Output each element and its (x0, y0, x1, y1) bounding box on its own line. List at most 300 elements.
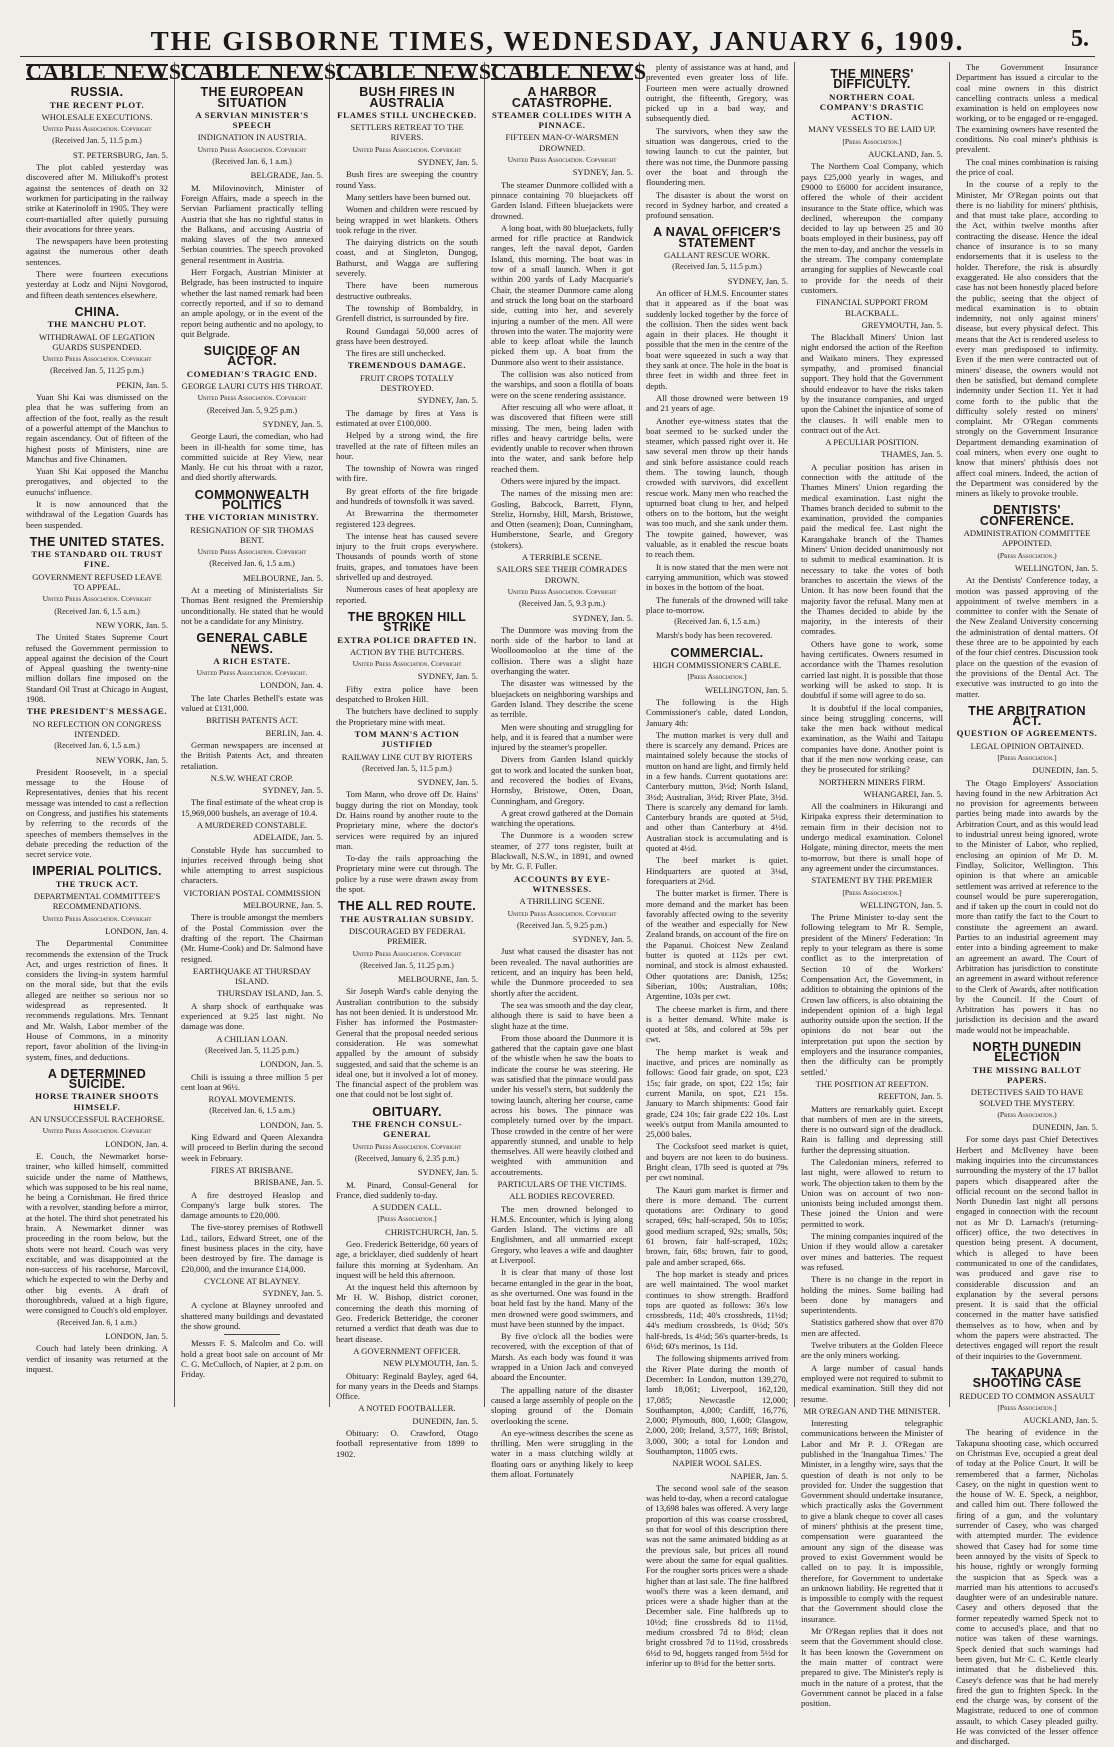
article-paragraph: The Prime Minister to-day sent the following telegram to Mr R. Semple, president of the Miners' Federation: 'In reply to your telegram as there is some conflict as to the interpretation of Section 10 of the Workers' Compensation Act, the Government, in addition to obtaining the opinions of the Crown law officers, is also obtaining the independent opinion of a high legal authority outside upon the section. If the opinions do not bear out the interpretation put upon the section by employers and the insurance companies, then the difficulty can be promptly settled.' (801, 912, 943, 1077)
article-paragraph: Obituary: Reginald Bayley, aged 64, for many years in the Deeds and Stamps Office. (336, 1370, 478, 1402)
article-paragraph: Sir Joseph Ward's cable denying the Australian contribution to the subsidy has not been denied. It is understood Mr. Fisher has informed the Postmaster-General that the proposal needed serious consideration. He was somewhat appalled by the amount of subsidy suggested, and said that the scheme is an ideal one, but it involved a lot of money. The financial aspect of the problem was one that could not be lost sight of. (336, 986, 478, 1100)
article-paragraph: An officer of H.M.S. Encounter states that it appeared as if the boat was suddenly locked together by the force of the collision. Then the sides went back again in their places. He thought it possible that the men in the centre of the boat were squeezed in such a way that they sank at once. The hole in the boat is three feet in width and three feet in depth. (646, 287, 788, 391)
article-paragraph: There is trouble amongst the members of the Postal Commission over the drafting of the report. The Chairman (Mr. Hume-Cook) and Dr. Salmond have resigned. (181, 912, 323, 964)
received-time: (Received Jan. 6, 1.5 a.m.) (674, 617, 760, 627)
article-paragraph: A peculiar position has arisen in connection with the attitude of the Thames Miners' Union regarding the medical examination. Last night the Thames branch decided to submit to the examination, provided the companies paid the medical fee. Last night the Karangahake branch of the Thames Miners' Union decided unanimously not to submit to medical examination. It is necessary to take the votes of both branches to ascertain the views of the Union. It has now been found that the majority favor the refusal. Many men at the Thames decided to abide by the majority, in the interests of their comrades. (801, 461, 943, 637)
received-time: (Received Jan. 6, 1 a.m.) (212, 157, 292, 167)
dateline: LONDON, Jan. 4. (105, 1138, 168, 1149)
article-deck: ALL BODIES RECOVERED. (509, 1191, 615, 1202)
article-deck: EARTHQUAKE AT THURSDAY ISLAND. (192, 965, 312, 987)
article-deck: NO REFLECTION ON CONGRESS INTENDED. (32, 718, 162, 739)
article-paragraph: Men were shouting and struggling for help, and it is feared that a number were injured by the steamer's propeller. (491, 721, 633, 753)
article-paragraph: The intense heat has caused severe injury to the fruit crops everywhere. Thousands of pounds worth of stone fruits, grapes, and tomatoes have been shrivelled up and destroyed. (336, 530, 478, 583)
dateline: DUNEDIN, Jan. 5. (1032, 1122, 1098, 1133)
article-deck: FIRES AT BRISBANE. (210, 1164, 294, 1175)
article-paragraph: Tom Mann, who drove off Dr. Hains' buggy during the riot on Monday, took Dr. Hains round by another route to the Proprietary mine, where the doctor's services were required by an injured man. (336, 789, 478, 851)
article-subheadline: STEAMER COLLIDES WITH A PINNACE. (491, 109, 632, 131)
dateline: SYDNEY, Jan. 5. (417, 777, 478, 788)
article-paragraph: Helped by a strong wind, the fire travelled at the rate of fifteen miles an hour. (336, 430, 478, 461)
article-deck: GALLANT RESCUE WORK. (664, 250, 770, 261)
wire-credit: United Press Association. Copyright (42, 913, 152, 923)
article-headline: CHINA. (74, 304, 120, 319)
article-paragraph: E. Couch, the Newmarket horse-trainer, who killed himself, committed suicide under the name of Matthews, which was supposed to be his real name, he being a Cornishman. He fired thrice with a revolver, standing before a mirror, at the hotel. The third shot penetrated his brain. A Newmarket dinner was proceeding in the room below, but the shots were not heard. Couch was very excitable, and was disappointed at the non-success of his racehorse, Marcovil, which he expected to win the Derby and other big events. A draft of thoroughbreds, valued at a high figure, were consigned to Couch's old employer. (26, 1150, 168, 1316)
received-time: (Received Jan. 6, 1.5 a.m.) (54, 741, 140, 751)
article-deck: RAILWAY LINE CUT BY RIOTERS (341, 751, 473, 762)
wire-credit: United Press Association. Copyright (352, 659, 462, 669)
article-paragraph: The plot cabled yesterday was discovered after M. Miliukoff's protest against the sentences of death on 32 workmen for participating in the railway strike at Katerinoloff in 1905. They were court-martialled after quietly pursuing their avocations for three years. (26, 162, 168, 234)
article-subheadline: EXTRA POLICE DRAFTED IN. (337, 634, 477, 645)
article-subheadline: A SERVIAN MINISTER'S SPEECH (195, 109, 309, 131)
dateline: SYDNEY, Jan. 5. (262, 785, 323, 796)
wire-credit: United Press Association. Copyright (352, 1141, 462, 1151)
article-deck: HIGH COMMISSIONER'S CABLE. (652, 660, 782, 671)
dateline: BERLIN, Jan. 4. (265, 727, 323, 738)
article-headline: GENERAL CABLE NEWS. (196, 631, 308, 656)
article-deck: THE POSITION AT REEFTON. (815, 1078, 929, 1089)
article-paragraph: The Dunmore is a wooden screw steamer, of 277 tons register, built at Blackwall, N.S.W., in 1891, and owned by Mr. G. F. Fuller. (491, 830, 633, 872)
article-paragraph: The following shipments arrived from the River Plate during the month of December: In London, mutton 139,270, lamb 18,061; Liverpool, 162,120, 17,085; Newcastle 12,000; Southampton, 4,000; Cardiff, 16,776, 2,000; Plymouth, 800, 1,600; Glasgow, 2,000, 200; Ireland, 3,577, 169; Bristol, 3,000, 300; a total for London and Southampton, 11805 cwts. (646, 1353, 788, 1456)
article-paragraph: There have been numerous destructive outbreaks. (336, 280, 478, 301)
article-paragraph: Women and children were rescued by being wrapped in wet blankets. Others took refuge in the river. (336, 204, 478, 235)
article-paragraph: Interesting telegraphic communications between the Minister of Labor and Mr P. J. O'Regan are published in the 'Inangahua Times.' The Minister, in a lengthy wire, says that the question of death is not only to be provided for. Under the suggestion that Government should undertake insurance, which practically asks the Government to give a blank cheque to cover all cases of miners' phthisis at the present time, compensation were guaranteed the amount any sign of the disease was proved to exist Government would be called on to pay. It is impossible, therefore, for Government to undertake an unknown liability. He regretted that it is impossible to comply with the request that the Government should close the insurance. (801, 1418, 943, 1624)
news-columns (20, 59, 1104, 1747)
column-1 (20, 59, 183, 1407)
dateline: AUCKLAND, Jan. 5. (1023, 1415, 1098, 1426)
dateline: ADELAIDE, Jan. 5. (253, 832, 323, 843)
article-paragraph: Obituary: O. Crawford, Otago football representative from 1899 to 1902. (336, 1428, 478, 1459)
article-paragraph: Twelve tributers at the Golden Fleece are the only miners working. (801, 1340, 943, 1361)
article-paragraph: The Caledonian miners, referred to last night, were allowed to return to work. The objection taken to them by the Union was on account of two non-unionists being included amongst them. These joined the Union and were permitted to work. (801, 1156, 943, 1229)
section-banner: CABLE NEWS (26, 59, 183, 84)
wire-credit: United Press Association. Copyright (197, 547, 307, 557)
article-paragraph: Others have gone to work, some having certificates. Owners resumed in accordance with the Thames resolution carried last night. It is possible that those working will be asked to stop. It is doubtful if some will agree to do so. (801, 638, 943, 701)
newspaper-title: THE GISBORNE TIMES, WEDNESDAY, JANUARY 6, 1909. (150, 26, 965, 56)
dateline: NAPIER, Jan. 5. (730, 1470, 788, 1481)
dateline: WELLINGTON, Jan. 5. (1014, 562, 1098, 573)
article-paragraph: At a meeting of Ministerialists Sir Thomas Bent resigned the Premiership unconditionally. He stated that he would not be a candidate for any Ministry. (181, 585, 323, 626)
article-deck: A PECULIAR POSITION. (825, 437, 919, 448)
article-deck: AN UNSUCCESSFUL RACEHORSE. (29, 1114, 165, 1125)
article-deck: CYCLONE AT BLAYNEY. (203, 1275, 301, 1286)
divider (224, 1334, 281, 1335)
article-headline: COMMERCIAL. (670, 645, 764, 660)
article-deck: GEORGE LAURI CUTS HIS THROAT. (181, 381, 323, 392)
article-subheadline: NORTHERN COAL COMPANY'S DRASTIC ACTION. (819, 91, 925, 123)
article-paragraph: Just what caused the disaster has not been revealed. The naval authorities are reticent, and an inquiry has been held, while the Dunmore proceeded to sea shortly after the accident. (491, 946, 633, 998)
received-time: (Received Jan. 5, 11.5 p.m.) (362, 763, 452, 773)
received-time: (Received Jan. 5, 11.5 p.m.) (52, 136, 142, 146)
article-paragraph: President Roosevelt, in a special message to the House of Representatives, denies that his recent message was intended to cast a reflection on Congress, and justifies his statements by referring to the records of the speeches of members themselves in the debate preceding the reduction of the secret service vote. (26, 766, 168, 860)
wire-credit: [Press Association.] (377, 1214, 437, 1224)
dateline: MELBOURNE, Jan. 5. (398, 974, 478, 985)
article-paragraph: The beef market is quiet. Hindquarters are quoted at 3⅛d, forequarters at 2½d. (646, 855, 788, 886)
article-paragraph: The coal mines combination is raising the price of coal. (956, 156, 1098, 177)
dateline: WHANGAREI, Jan. 5. (863, 788, 943, 799)
article-paragraph: The second wool sale of the season was held to-day, when a record catalogue of 13,698 bales was offered. A very large proportion of this was coarse crossbred, so that for wool of this description there was not the same animated bidding as at the previous sale, but prices all round were about the same for equal qualities. For the rougher sorts prices were a shade higher than at last sale. The fine halfbred wool's there was a keen demand, and prices were a shade higher than at the December sale. Fine halfbreds up to 10½d; fine crossbreds 8d to 11½d, medium crossbred 7d to 8½d; clean bright crossbred 7d to 11½d, crossbreds 6½d to 9d, hoggets ranged from 5½d for inferior up to 8½d for the better sorts. (646, 1482, 788, 1668)
column-2 (175, 59, 338, 1407)
article-paragraph: All those drowned were between 19 and 21 years of age. (646, 392, 788, 414)
dateline: LONDON, Jan. 4. (105, 925, 168, 936)
wire-credit: United Press Association. Copyright (507, 908, 617, 918)
article-deck: A THRILLING SCENE. (519, 896, 605, 907)
dateline: SYDNEY, Jan. 5. (417, 671, 478, 682)
article-paragraph: Another eye-witness states that the boat seemed to be sucked under the steamer, which passed right over it. He saw several men throw up their hands and sink before assistance could reach them. The towing launch, though crowded with survivors, did excellent rescue work. Many men who reached the upturned boat clung to her, and helped others on to the bottom, but the weight was too much, and she sank under them. The towpite gained, however, was valuable, as it enabled the rescue boats to reach them. (646, 415, 788, 560)
article-paragraph: The following is the High Commissioner's cable, dated London, January 4th: (646, 696, 788, 728)
article-paragraph: In the course of a reply to the Minister, Mr O'Regan points out that there is no liability for miners' phthisis, and that must take place, according to the Act, within twelve months after contracting the disease. Hence the ideal chance of insurance is to so many endorsements that it is useless to the holder. Therefore, the risk is absurdly exaggerated. He also considers that the case has not been honestly placed before the public, seeing that the object of medical examination is to obtain indemnity, not only against miners' disease, but every physical defect. This means that the Act is rendered useless to every man predisposed to infirmity. Even if the men were contracted out of miners' disease, the owners would not then be satisfied, but demand complete indemnity under Section 11. Yet it had come forth to the public that the difficulty solely rested on miners' complaint. Mr O'Regan comments strongly on the Government Insurance Department demanding examination of coal miners, when every one ought to know that miners' phthisis does not affect coal miners. Indeed, the action of the Department was considered by the miners as likely to provoke trouble. (956, 179, 1098, 499)
article-paragraph: The butter market is firmer. There is more demand and the market has been favorably affected owing to the severity of the weather and especially for New Zealand brands, on account of the fire on the Papanui. Choicest New Zealand butter is quoted at 112s per cwt. nominal, and stock is almost exhausted. Other quotations are: Danish, 125s; Siberian, 100s; Australian, 108s; Argentine, 103s per cwt. (646, 888, 788, 1002)
article-paragraph: Divers from Garden Island quickly got to work and located the sunken boat, and recovered the bodies of Evans, Hornsby, Bristowe, Otten, Doan, Cunningham, and Gregory. (491, 754, 633, 806)
article-paragraph: George Lauri, the comedian, who had been in ill-health for some time, has committed suicide at Rey View, near Manly. He cut his throat with a razor, and died shortly afterwards. (181, 431, 323, 483)
dateline: SYDNEY, Jan. 5. (572, 934, 633, 945)
article-headline: NORTH DUNEDIN ELECTION (972, 1040, 1082, 1065)
article-deck: FIFTEEN MAN-O'-WARSMEN DROWNED. (505, 132, 619, 153)
article-paragraph: The Blackball Miners' Union last night endorsed the action of the Reefton and Waikato miners. They expressed sympathy, and promised financial support. They hold that the Government should endeavor to have the risks taken by the insurance companies, and urged upon the Cabinet the injustice of some of the clauses. It will enable men to contract out of the Act. (801, 332, 943, 435)
article-paragraph: The disaster was witnessed by the bluejackets on neighboring warships and Garden Island. They describe the scene as terrible. (491, 678, 633, 720)
wire-credit: (Press Association.) (997, 1109, 1057, 1119)
article-deck: GOVERNMENT REFUSED LEAVE TO APPEAL. (32, 571, 162, 593)
article-paragraph: At Brewarrina the thermometer registered 123 degrees. (336, 508, 478, 529)
masthead (20, 26, 1095, 57)
received-time: (Received Jan. 5, 11.25 p.m.) (50, 366, 144, 376)
received-time: (Received Jan. 6, 1.5 a.m.) (209, 559, 295, 569)
article-paragraph: The sea was smooth and the day clear, although there is said to have been a slight haze at the time. (491, 999, 633, 1031)
wire-credit: [Press Association.] (687, 672, 747, 682)
received-time: (Received Jan. 5, 11.25 p.m.) (360, 960, 454, 970)
article-headline: A HARBOR CATASTROPHE. (511, 85, 613, 110)
article-paragraph: An eye-witness describes the scene as thrilling. Men were struggling in the water in a mass clutching wildly at floating oars or anything likely to keep them afloat. Fortunately (491, 1427, 633, 1479)
article-paragraph: The hop market is steady and prices are well maintained. The wool market continues to show strength. Bradford tops are quoted as follows: 36's low crossbreds, 11d; 40's crossbreds, 11½d; 44's medium crossbreds, 1s 0½d; 50's half-breds, 1s 4½d; 56's quarter-breds, 1s 6½d; 60's merinos, 1s 11d. (646, 1268, 788, 1352)
received-time: (Received Jan. 6, 1.5 a.m.) (54, 606, 140, 616)
column-7 (950, 62, 1104, 1747)
article-headline: THE MINERS' DIFFICULTY. (830, 67, 914, 92)
article-paragraph: From those aboard the Dunmore it is gathered that the captain gave one blast of the whistle when he saw the boats to indicate the course he was steering. He was satisfied that the pinnace would pass under his vessel's stern, but suddenly the towing launch, altering her course, came across his bows. The pinnace was completely turned over by the impact. Those crowded in the centre of her were apparently stunned, and unable to help themselves. All were heavily clothed and weighted with ammunition and accoutrements. (491, 1032, 633, 1177)
article-subheadline: THE FRENCH CONSUL-GENERAL (351, 1119, 463, 1140)
article-deck: ROYAL MOVEMENTS. (208, 1094, 296, 1105)
article-paragraph: A cyclone at Blayney unroofed and shattered many buildings and devastated the show ground. (181, 1300, 323, 1332)
article-deck: FRUIT CROPS TOTALLY DESTROYED. (360, 372, 454, 394)
article-paragraph: The Northern Coal Company, which pays £25,000 yearly in wages, and £9000 to £6000 for accident insurance, offered the whole of their accident insurance to the State office, which was declined, whereupon the company decided to lay up between 25 and 30 boats employed in their business, pay off the men to-day, and anchor the vessels in the stream. The company contemplate arranging for supplies of Newcastle coal to provide for the needs of their customers. (801, 161, 943, 295)
article-deck: REDUCED TO COMMON ASSAULT (959, 1390, 1095, 1401)
received-time: (Received Jan. 6, 1 a.m.) (57, 1317, 137, 1327)
section-banner: CABLE NEWS (491, 59, 648, 84)
dateline: ST. PETERSBURG, Jan. 5. (72, 149, 168, 160)
article-paragraph: The funerals of the drowned will take place to-morrow. (646, 594, 788, 615)
article-subheadline: THE AUSTRALIAN SUBSIDY. (340, 913, 474, 924)
dateline: SYDNEY, Jan. 5. (262, 1288, 323, 1299)
article-subheadline: HORSE TRAINER SHOOTS HIMSELF. (35, 1091, 159, 1112)
article-paragraph: By five o'clock all the bodies were recovered, with the exception of that of Marsh. As each body was found it was wrapped in a Union Jack and conveyed aboard the Encounter. (491, 1331, 633, 1383)
article-paragraph: It is now announced that the withdrawal of the Legation Guards has been suspended. (26, 498, 168, 530)
article-headline: OBITUARY. (372, 1104, 442, 1119)
received-time: (Received Jan. 5, 11.25 p.m.) (205, 1045, 299, 1055)
article-paragraph: The disaster is about the worst on record in Sydney harbor, and created a profound sensation. (646, 189, 788, 221)
article-deck: N.S.W. WHEAT CROP. (210, 772, 294, 783)
article-deck: A CHILIAN LOAN. (216, 1033, 288, 1044)
article-headline: BUSH FIRES IN AUSTRALIA (359, 85, 455, 110)
article-deck: MANY VESSELS TO BE LAID UP. (808, 124, 936, 135)
dateline: BELGRADE, Jan. 5. (250, 170, 323, 181)
article-paragraph: The appalling nature of the disaster caused a large assembly of people on the sloping ground of the Domain overlooking the scene. (491, 1384, 633, 1426)
wire-credit: (Press Association.) (997, 550, 1057, 560)
dateline: THURSDAY ISLAND, Jan. 5. (217, 988, 323, 999)
article-deck: WITHDRAWAL OF LEGATION GUARDS SUSPENDED. (39, 331, 155, 352)
article-subheadline: ACCOUNTS BY EYE-WITNESSES. (513, 873, 611, 894)
article-subheadline: TOM MANN'S ACTION JUSTIFIED (354, 728, 460, 750)
dateline: SYDNEY, Jan. 5. (572, 612, 633, 623)
article-paragraph: The newspapers have been protesting against the numerous other death sentences. (26, 236, 168, 267)
article-deck: A TERRIBLE SCENE. (521, 552, 603, 563)
dateline: NEW PLYMOUTH, Jan. 5. (383, 1358, 478, 1369)
article-paragraph: The Dunmore was moving from the north side of the harbor to land at Woolloomooloo at the time of the collision. There was a slight haze overhanging the water. (491, 624, 633, 677)
article-subheadline: THE RECENT PLOT. (49, 99, 145, 110)
wire-credit: United Press Association. Copyright (42, 594, 152, 604)
article-subheadline: A RICH ESTATE. (213, 655, 291, 666)
dateline: WELLINGTON, Jan. 5. (859, 899, 943, 910)
article-paragraph: At the inquest held this afternoon by Mr H. W. Bishop, district coroner, concerning the death this morning of Geo. Frederick Betteridge, the coroner returned a verdict that death was due to heart disease. (336, 1282, 478, 1344)
dateline: NEW YORK, Jan. 5. (95, 754, 168, 765)
article-subheadline: COMEDIAN'S TRAGIC END. (186, 368, 318, 379)
article-deck: PARTICULARS OF THE VICTIMS. (497, 1178, 627, 1189)
article-paragraph: The hemp market is weak and inactive, and prices are nominally as follows: Good fair grade, on spot, £23 15s; fair grade, on spot, £22 15s; fair current Manila, on spot, £21 15s. January to March shipments: Good fair grade, £24 10s; fair grade £22 10s. Last week's output from Manila amounted to 25,000 bales. (646, 1046, 788, 1140)
article-subheadline: THE VICTORIAN MINISTRY. (185, 512, 319, 523)
article-deck: DEPARTMENTAL COMMITTEE'S RECOMMENDATIONS. (33, 891, 161, 912)
article-subheadline: THE MISSING BALLOT PAPERS. (972, 1064, 1082, 1085)
article-paragraph: Messrs F. S. Malcolm and Co. will hold a great boot sale on account of Mr C. G. McCulloch, of Napier, at 2 p.m. on Friday. (181, 1338, 323, 1380)
article-paragraph: Mr O'Regan replies that it does not seem that the Government should close. It has been known the Government on the main matter of contract were prepared to give. The Minister's reply is much in the nature of a protest, that the Government cannot be placed in a false position. (801, 1626, 943, 1709)
article-paragraph: A long boat, with 80 bluejackets, fully armed for rifle practice at Randwick ranges, left the naval depot, Garden Island, this morning. The boat was in tow of a small launch. When it got within 200 yards of Lady Macquarie's Chair, the steamer Dunmore came along and struck the long boat on the starboard side, cutting into her, and severely injuring a number of the men. All were thrown into the water. The majority were able to keep afloat while the launch picked them up. A boat from the Dunmore also went to their assistance. (491, 222, 633, 367)
wire-credit: United Press Association. Copyright. (196, 668, 308, 678)
article-paragraph: King Edward and Queen Alexandra will proceed to Berlin during the second week in February. (181, 1132, 323, 1163)
article-deck: A GOVERNMENT OFFICER. (353, 1345, 461, 1356)
article-paragraph: A great crowd gathered at the Domain watching the operations. (491, 807, 633, 829)
article-headline: A NAVAL OFFICER'S STATEMENT (653, 225, 781, 250)
wire-credit: United Press Association. Copyright (42, 354, 152, 364)
dateline: SYDNEY, Jan. 5. (417, 157, 478, 168)
dateline: REEFTON, Jan. 5. (877, 1091, 943, 1102)
article-paragraph: For some days past Chief Detectives Herbert and McIlveney have been making inquiries into the circumstances surrounding the mystery of the 17 ballot papers which disappeared after the official recount on the second ballot in North Dunedin last night all persons engaged in connection with the recount not as Mr D. Larnach's (returning-officer) office, the two detectives in question being present. A document, which is alleged to have been communicated to one of the candidates, was produced and gave rise to considerable discussion and an explanation by the several persons present. It is said that the official concerned in the matter have satisfied themselves as to how, when and by whom the papers were abstracted. The detectives engaged will report the result of their inquiries to the Government. (956, 1134, 1098, 1361)
article-paragraph: The Departmental Committee recommends the extension of the Truck Act, and urges restriction of fines. It considers the living-in system harmful on the moral side, but that the evils alleged are neither so serious nor so widespread as represented. It recommends regulations. Mrs. Tennant and Mr. Walsh, Labor member of the House of Commons, in a minority report, favor abolition of the living-in system, fines, and deductions. (26, 938, 168, 1062)
article-paragraph: The survivors, when they saw the situation was dangerous, cried to the towing launch to cut the painter, but there was not time, the Dunmore passing over the boat and through the floundering men. (646, 125, 788, 188)
article-paragraph: Geo. Frederick Betteridge, 60 years of age, a bricklayer, died suddenly of heart failure this morning at Sydenham. An inquest will be held this afternoon. (336, 1238, 478, 1280)
dateline: LONDON, Jan. 5. (260, 1119, 323, 1130)
article-headline: THE BROKEN HILL STRIKE (347, 609, 467, 635)
dateline: SYDNEY, Jan. 5. (262, 418, 323, 429)
article-paragraph: The Government Insurance Department has issued a circular to the coal mine owners in this district cancelling contracts unless a medical examination is held on employees now working, or to be engaged or re-engaged. The examining owners have resented the conditions. No coal miner's phthisis is prevalent. (956, 62, 1098, 155)
article-paragraph: German newspapers are incensed at the British Patents Act, and threaten retaliation. (181, 739, 323, 771)
wire-credit: United Press Association. Copyright (352, 948, 462, 958)
article-paragraph: Many settlers have been burned out. (346, 191, 471, 202)
dateline: GREYMOUTH, Jan. 5. (861, 319, 943, 330)
article-paragraph: plenty of assistance was at hand, and prevented even greater loss of life. Fourteen men were actually drowned outright, the fifteenth, Gregory, was picked up in a bad way, and subsequently died. (646, 62, 788, 124)
article-subheadline: TREMENDOUS DAMAGE. (347, 360, 467, 371)
article-paragraph: Fifty extra police have been despatched to Broken Hill. (336, 683, 478, 705)
article-paragraph: Marsh's body has been recovered. (656, 630, 773, 641)
dateline: DUNEDIN, Jan. 5. (412, 1415, 478, 1426)
dateline: THAMES, Jan. 5. (881, 449, 943, 460)
section-banner: CABLE NEWS (336, 59, 493, 84)
article-paragraph: M. Milovinovitch, Minister of Foreign Affairs, made a speech in the Servian Parliament practically telling Austria that she has no rightful status in the Balkans, and accusing Austria of making slaves of the two annexed Serbian countries. The speech provoked general resentment in Austria. (181, 182, 323, 265)
article-headline: THE ALL RED ROUTE. (337, 899, 477, 914)
wire-credit: United Press Association. Copyright (197, 393, 307, 403)
article-deck: ADMINISTRATION COMMITTEE APPOINTED. (963, 528, 1091, 549)
wire-credit: [Press Association.] (997, 1402, 1057, 1412)
article-paragraph: The damage by fires at Yass is estimated at over £100,000. (336, 407, 478, 428)
wire-credit: United Press Association. Copyright (507, 155, 617, 165)
dateline: DUNEDIN, Jan. 5. (1032, 765, 1098, 776)
article-paragraph: It is clear that many of those lost became entangled in the gear in the boat, as she overturned. One was found in the boat held fast by the hand. Many of the men drowned were good swimmers, and must have been stunned by the impact. (491, 1267, 633, 1329)
article-deck: BRITISH PATENTS ACT. (206, 715, 298, 726)
article-paragraph: The steamer Dunmore collided with a pinnace containing 70 bluejackets off Garden Island. Fifteen bluejackets were drowned. (491, 179, 633, 221)
received-time: (Received Jan. 5, 9.25 p.m.) (517, 920, 607, 930)
article-deck: A MURDERED CONSTABLE. (196, 820, 308, 830)
dateline: LONDON, Jan. 4. (260, 680, 323, 691)
dateline: MELBOURNE, Jan. 5. (243, 572, 323, 583)
section-banner: CABLE NEWS (181, 59, 338, 84)
article-paragraph: To-day the rails approaching the Proprietary mine were cut through. The police by a ruse were drawn away from the spot. (336, 853, 478, 895)
article-deck: A NOTED FOOTBALLER. (358, 1403, 456, 1414)
article-paragraph: The collision was also noticed from the warships, and soon a flotilla of boats were on the scene rendering assistance. (491, 369, 633, 400)
article-paragraph: By great efforts of the fire brigade and hundreds of townsfolk it was saved. (336, 485, 478, 506)
article-deck: INDIGNATION IN AUSTRIA. (197, 132, 307, 143)
article-paragraph: The mining companies inquired of the Union if they would allow a caretaker over mines and batteries. The request was refused. (801, 1231, 943, 1272)
dateline: LONDON, Jan. 5. (260, 1059, 323, 1070)
article-deck: DETECTIVES SAID TO HAVE SOLVED THE MYSTERY. (970, 1087, 1084, 1108)
article-paragraph: The Cocksfoot seed market is quiet, and buyers are not keen to do business. Bright clean, 17lb seed is quoted at 79s per cwt nominal. (646, 1141, 788, 1183)
article-paragraph: There is no change in the report in holding the mines. Some bailing had been done by managers and superintendents. (801, 1274, 943, 1316)
article-paragraph: The United States Supreme Court refused the Government permission to appeal against the decision of the Court of Appeal quashing the twenty-nine million dollars fine imposed on the Standard Oil Trust at Chicago in August, 1908. (26, 632, 168, 705)
dateline: LONDON, Jan. 5. (105, 1330, 168, 1341)
wire-credit: [Press Association.] (842, 887, 902, 897)
article-paragraph: Yuan Shi Kai opposed the Manchu prerogatives, and objected to the eunuchs' influence. (26, 466, 168, 497)
dateline: WELLINGTON, Jan. 5. (704, 684, 788, 695)
article-subheadline: QUESTION OF AGREEMENTS. (956, 728, 1098, 739)
received-time: (Received, January 6, 2.35 p.m.) (354, 1153, 460, 1163)
wire-credit: United Press Association. Copyright (42, 124, 152, 134)
article-paragraph: The Kauri gum market is firmer and there is more demand. The current quotations are: Ordinary to good scraped, 69s; half-scraped, 50s to 105s; good medium scraped, 92s; smalls, 50s; 61 brown, fair half-scraped, 102s; brown, fair, 68s; brown, fair to good, pale and amber scraped, 66s. (646, 1184, 788, 1267)
column-5 (640, 62, 795, 1668)
article-headline: SUICIDE OF AN ACTOR. (203, 344, 301, 369)
article-subheadline: THE PRESIDENT'S MESSAGE. (26, 706, 168, 717)
article-subheadline: THE TRUCK ACT. (55, 878, 139, 889)
received-time: (Received Jan. 5, 9.25 p.m.) (207, 405, 297, 415)
column-4 (485, 59, 648, 1479)
article-deck: A SUDDEN CALL. (372, 1202, 442, 1213)
dateline: SYDNEY, Jan. 5. (417, 1167, 478, 1178)
dateline: BRISBANE, Jan. 5. (254, 1177, 323, 1188)
article-headline: COMMONWEALTH POLITICS (194, 487, 310, 512)
page-number: 5. (1071, 26, 1089, 52)
column-3 (330, 59, 493, 1459)
article-deck: SAILORS SEE THEIR COMRADES DROWN. (496, 564, 628, 585)
article-headline: THE ARBITRATION ACT. (968, 703, 1086, 729)
received-time: (Received Jan. 6, 1.5 a.m.) (209, 1106, 295, 1116)
article-paragraph: After rescuing all who were afloat, it was discovered that fifteen were still missing. The men, being laden with rifles and heavy cartridge belts, were evidently unable to recover when thrown into the water, and sank before help reached them. (491, 401, 633, 474)
article-deck: WHOLESALE EXECUTIONS. (41, 111, 153, 122)
article-paragraph: At the Dentists' Conference today, a motion was passed approving of the appointment of twelve members in a committee to confer with the Senate of the New Zealand University concerning the administration of dental matters. Of these three are to be appointed by each of the four chief centres. Discussion took place on the question of the evasion of the provisions of the Dental Act. The executive was instructed to go into the matter. (956, 575, 1098, 699)
article-paragraph: Chili is issuing a three million 5 per cent loan at 96½. (181, 1071, 323, 1092)
article-paragraph: Round Gundagai 50,000 acres of grass have been destroyed. (336, 325, 478, 346)
article-paragraph: The dairying districts on the south coast, and at Singleton, Dungog, Bathurst, and Wagga are suffering severely. (336, 237, 478, 279)
article-paragraph: Bush fires are sweeping the country round Yass. (336, 169, 478, 190)
article-paragraph: A fire destroyed Heaslop and Company's large bulk stores. The damage amounts to £20,000. (181, 1189, 323, 1221)
article-deck: RESIGNATION OF SIR THOMAS BENT. (190, 524, 314, 545)
received-time: (Received Jan. 5, 9.3 p.m.) (519, 599, 605, 609)
article-paragraph: Yuan Shi Kai was dismissed on the plea that he was suffering from an affection of the foot, really as the result of a powerful attempt of the Manchus to regain ascendancy. Out of fifteen of the highest posts of Ministers, nine are Manchus and five Chinamen. (26, 392, 168, 464)
dateline: AUCKLAND, Jan. 5. (868, 149, 943, 160)
article-paragraph: The township of Bombaldry, in Grenfell district, is surrounded by fire. (336, 302, 478, 324)
dateline: SYDNEY, Jan. 5. (572, 167, 633, 178)
article-paragraph: Others were injured by the impact. (501, 475, 621, 486)
article-paragraph: The fires are still unchecked. (346, 348, 446, 359)
received-time: (Received Jan. 5, 11.5 p.m.) (672, 262, 762, 272)
wire-credit: [Press Association.] (997, 753, 1057, 762)
article-subheadline: FLAMES STILL UNCHECKED. (337, 109, 477, 120)
dateline: PEKIN, Jan. 5. (116, 379, 168, 390)
article-paragraph: A sharp shock of earthquake was experienced at 9.25 last night. No damage was done. (181, 1000, 323, 1032)
article-headline: THE UNITED STATES. (29, 534, 165, 549)
article-deck: LEGAL OPINION OBTAINED. (970, 740, 1084, 751)
article-headline: THE EUROPEAN SITUATION (200, 85, 304, 110)
article-deck: SETTLERS RETREAT TO THE RIVERS. (350, 122, 464, 143)
article-paragraph: The township of Nowra was ringed with fire. (336, 463, 478, 484)
article-paragraph: Couch had lately been drinking. A verdict of insanity was returned at the inquest. (26, 1343, 168, 1374)
dateline: NEW YORK, Jan. 5. (95, 619, 168, 630)
article-paragraph: All the coalminers in Hikurangi and Kiripaka express their determination to remain firm in their decision not to undergo medical examination. Colonel Holgate, mining director, meets the men to-morrow, but there is small hope of any agreement under the circumstances. (801, 801, 943, 873)
article-paragraph: Constable Hyde has succumbed to injuries received through being shot while attempting to arrest suspicious characters. (181, 844, 323, 886)
article-paragraph: The cheese market is firm, and there is a better demand. White make is quoted at 58s, and colored at 59s per cwt. (646, 1003, 788, 1045)
article-deck: NORTHERN MINERS FIRM. (818, 776, 926, 787)
article-paragraph: The butchers have declined to supply the Proprietary mine with meat. (336, 706, 478, 727)
article-headline: A DETERMINED SUICIDE. (47, 1066, 147, 1092)
article-paragraph: The five-storey premises of Rothwell Ltd., tailors, Edward Street, one of the finest business places in the city, have been destroyed by fire. The damage is £20,000, and the insurance £14,000. (181, 1222, 323, 1274)
wire-credit: [Press Association.] (842, 136, 902, 146)
article-headline: TAKAPUNA SHOOTING CASE (972, 1365, 1082, 1391)
article-deck: ACTION BY THE BUTCHERS. (349, 646, 465, 657)
dateline: SYDNEY, Jan. 5. (417, 395, 478, 406)
article-paragraph: The final estimate of the wheat crop is 15,969,000 bushels, an average of 10.4. (181, 797, 323, 818)
article-paragraph: Herr Forgach, Austrian Minister at Belgrade, has been instructed to inquire whether the last named remark had been correctly reported, and if so to demand an ample apology, or in the event of the report being authentic and no apology, to quit Belgrade. (181, 267, 323, 339)
article-headline: IMPERIAL POLITICS. (32, 864, 162, 879)
dateline: SYDNEY, Jan. 5. (727, 275, 788, 286)
dateline: CHRISTCHURCH, Jan. 5. (385, 1226, 478, 1237)
article-paragraph: The men drowned belonged to H.M.S. Encounter, which is lying along Garden Island. The victims are all Englishmen, and all unmarried except Gregory, who leaves a wife and daughter at Liverpool. (491, 1203, 633, 1266)
article-headline: RUSSIA. (70, 85, 124, 100)
article-paragraph: Numerous cases of heat apoplexy are reported. (336, 584, 478, 605)
article-paragraph: There were fourteen executions yesterday at Lodz and Nijni Novgorod, and fifteen death sentences elsewhere. (26, 269, 168, 300)
article-deck: VICTORIAN POSTAL COMMISSION (183, 887, 321, 898)
article-deck: FINANCIAL SUPPORT FROM BLACKBALL. (816, 297, 928, 318)
article-subheadline: THE STANDARD OIL TRUST FINE. (31, 549, 163, 570)
article-paragraph: It is now stated that the men were not carrying ammunition, which was stowed in boxes in the bottom of the boat. (646, 561, 788, 593)
article-paragraph: It is doubtful if the local companies, since being struggling concerns, will take the men back without medical examination, as the Waihi and Taitapu companies have done. Another point is that if the men now working cease, can they be prosecuted for striking? (801, 702, 943, 775)
article-paragraph: A large number of casual hands employed were not required to submit to medical examination. Still they did not resume. (801, 1362, 943, 1404)
article-headline: DENTISTS' CONFERENCE. (979, 503, 1075, 528)
article-paragraph: The Otago Employers' Association having found in the new Arbitration Act no provision for agreements between parties being made into awards by the Arbitration Court, and as this would lead to industrial unrest being ignored, wrote to the Minister of Labor, who replied, enclosing an opinion of Mr D. M. Findlay, Solicitor, Wellington. This opinion is that where an amicable settlement was arrived at reference to the counsel would be pure supererogation, and if taken up the court in could not do more than ratify the fact to the Court to constitute the agreement an award. Parties to an industrial agreement may enter into a binding agreement to make an agreement an award. The Court of Arbitration has jurisdiction to constitute an agreement in award without reference to the Clerk of Awards, after notification by the Council. If the Court of Arbitration has powers it has no jurisdiction its decision and the award made would not be impeachable. (956, 777, 1098, 1035)
article-deck: MR O'REGAN AND THE MINISTER. (803, 1405, 941, 1416)
article-paragraph: M. Pinard, Consul-General for France, died suddenly to-day. (336, 1179, 478, 1200)
dateline: MELBOURNE, Jan. 5. (243, 900, 323, 911)
article-deck: DISCOURAGED BY FEDERAL PREMIER. (348, 925, 466, 947)
article-paragraph: Statistics gathered show that over 870 men are affected. (801, 1317, 943, 1338)
article-paragraph: Matters are remarkably quiet. Except that numbers of men are in the streets, there is no outward sign of the deadlock. Rain is falling and depressing still further the depressing situation. (801, 1103, 943, 1155)
column-6 (795, 62, 950, 1709)
article-deck: NAPIER WOOL SALES. (672, 1458, 762, 1469)
article-paragraph: The late Charles Bethell's estate was valued at £131,000. (181, 692, 323, 714)
article-subheadline: THE MANCHU PLOT. (47, 319, 147, 330)
article-deck: STATEMENT BY THE PREMIER (811, 875, 933, 886)
wire-credit: United Press Association. Copyright (507, 586, 617, 596)
wire-credit: United Press Association. Copyright (352, 144, 462, 154)
